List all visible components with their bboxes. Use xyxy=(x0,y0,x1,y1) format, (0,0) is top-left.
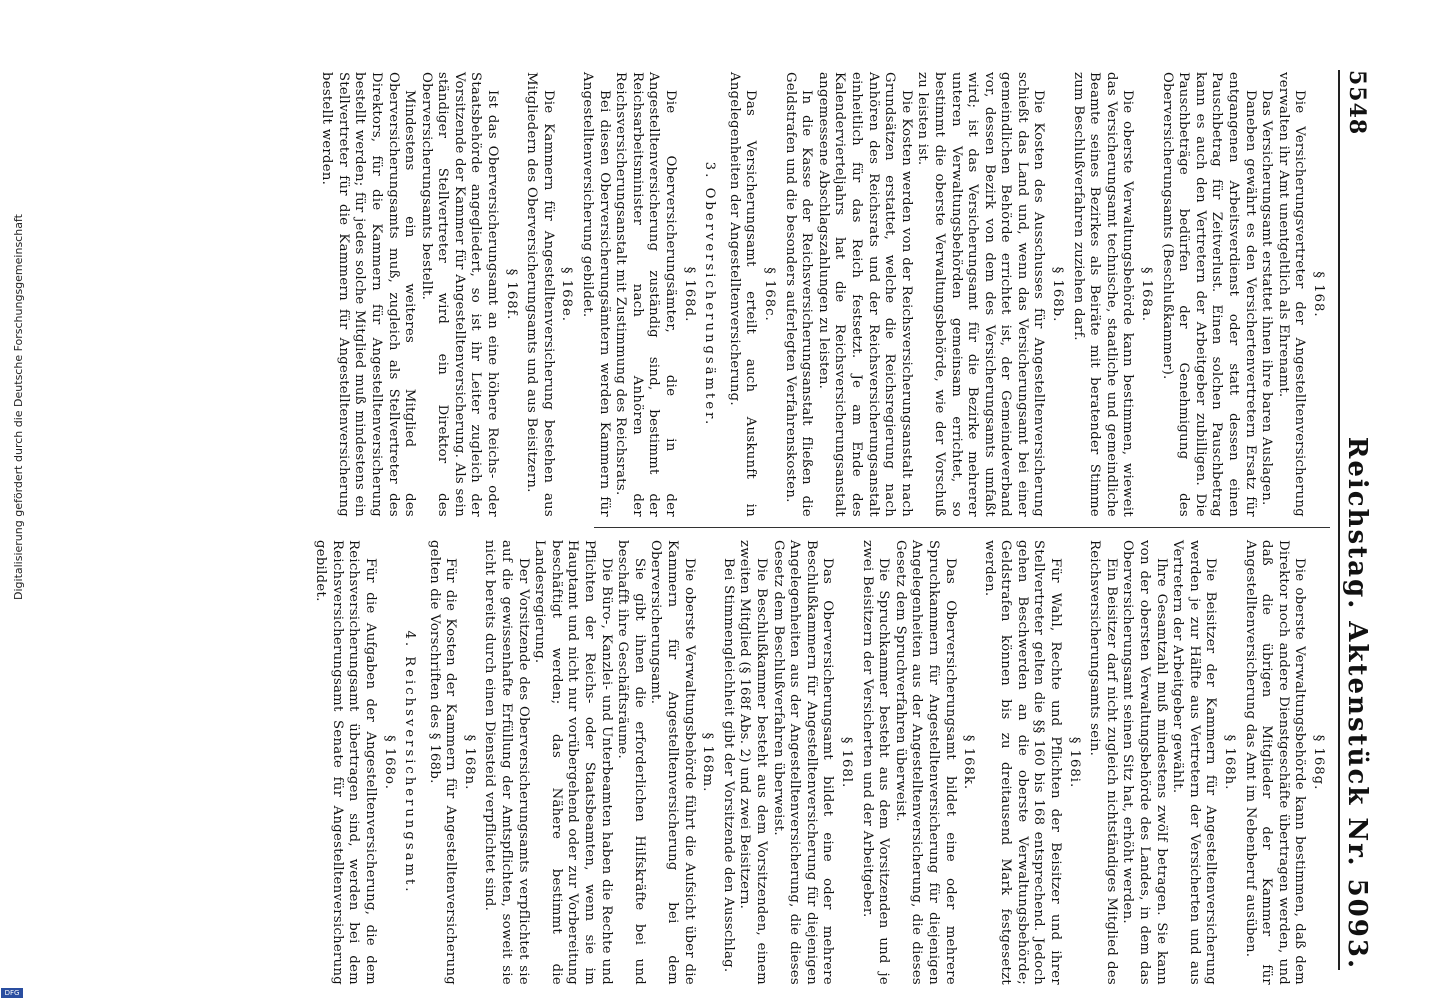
paragraph: Für die Aufgaben der Angestelltenversicherung, die dem Reichsversicherungsamt übertragen sind, werden bei dem Reichsversicherungsamt Senate für Angestelltenversicherung gebildet. xyxy=(313,540,378,985)
section-heading: § 168m. xyxy=(700,732,716,793)
column-divider xyxy=(594,527,1330,528)
section-heading: § 168a. xyxy=(1139,266,1155,322)
section-heading: § 168n. xyxy=(461,734,477,791)
section-heading: § 168d. xyxy=(681,266,697,323)
document-page xyxy=(104,0,1434,1000)
section-heading: § 168f. xyxy=(503,268,519,321)
digitization-note: Digitalisierung gefördert durch die Deutsche Forschungsgemeinschaft xyxy=(12,214,25,600)
paragraph: Die Beschlußkammer besteht aus dem Vorsitzenden, einem zweiten Mitglied (§ 168f Abs. 2) und zwei Beisitzern. xyxy=(737,540,769,985)
paragraph: Für die Kosten der Kammern für Angestelltenversicherung gelten die Vorschriften des § 168b. xyxy=(426,540,459,985)
paragraph: In die Kasse der Reichsversicherungsanstalt fließen die Geldstrafen und die besonders auferlegten Verfahrenskosten. xyxy=(782,72,815,517)
chapter-heading: 3. Oberversicherungsämter. xyxy=(702,161,718,428)
section-heading: § 168c. xyxy=(762,267,777,322)
left-column xyxy=(104,72,1330,517)
paragraph: Das Oberversicherungsamt bildet eine oder mehrere Beschlußkammern für Angestelltenversicherung für diejenigen Angelegenheiten aus der Angestelltenversicherung, die dieses Gesetz dem Beschlußverfahren überweist. xyxy=(770,540,836,985)
paragraph: Die oberste Verwaltungsbehörde kann bestimmen, wieweit das Versicherungsamt technische, staatliche und gemeindliche Beamte seines Bezirkes als Beiräte mit beratender Stimme zum Beschlußverfahren zuziehen darf. xyxy=(1070,72,1136,517)
paragraph: Die Spruchkammer besteht aus dem Vorsitzenden und je zwei Beisitzern der Versicherten und der Arbeitgeber. xyxy=(859,540,892,985)
paragraph: Das Oberversicherungsamt bildet eine oder mehrere Spruchkammern für Angestelltenversicherung für diejenigen Angelegenheiten aus der Angestelltenversicherung, die dieses Gesetz dem Spruchverfahren überweist. xyxy=(892,540,958,985)
paragraph: Ein Beisitzer darf nicht zugleich nichtständiges Mitglied des Reichsversicherungsamts sein. xyxy=(1087,540,1119,985)
paragraph: Das Versicherungsamt erteilt auch Auskunft in Angelegenheiten der Angestelltenversicherung. xyxy=(726,72,759,517)
section-heading: § 168k. xyxy=(961,734,977,791)
section-heading: § 168l. xyxy=(838,736,854,789)
paragraph: Die Versicherungsvertreter der Angestelltenversicherung verwalten ihr Amt unentgeltlich als Ehrenamt. xyxy=(1275,72,1308,517)
page-header xyxy=(1342,70,1372,970)
paragraph: Die oberste Verwaltungsbehörde kann bestimmen, daß dem Direktor noch andere Dienstgeschäfte übertragen werden, und daß die übrigen Mitglieder der Kammer für Angestelltenversicherung das Amt im Nebenberuf ausüben. xyxy=(1242,540,1308,985)
paragraph: Ihre Gesamtzahl muß mindestens zwölf betragen. Sie kann von der obersten Verwaltungsbehörde des Landes, in dem das Oberversicherungsamt seinen Sitz hat, erhöht werden. xyxy=(1120,540,1169,985)
paragraph: Für Wahl, Rechte und Pflichten der Beisitzer und ihrer Stellvertreter gelten die §§ 160 bis 168 entsprechend. Jedoch gehen Beschwerden an die oberste Verwaltungsbehörde; Geldstrafen können bis zu dreitausend Mark festgesetzt werden. xyxy=(981,540,1064,985)
paragraph: Ist das Oberversicherungsamt an eine höhere Reichs- oder Staatsbehörde angegliedert, so ist ihr Leiter zugleich der Vorsitzende der Kammer für Angestelltenversicherung. Als sein ständiger Stellvertreter wird ein Direktor des Oberversicherungsamts bestellt. xyxy=(418,72,501,517)
paragraph: Das Versicherungsamt erstattet ihnen ihre baren Auslagen. xyxy=(1259,90,1275,506)
page-number: 5548 xyxy=(1344,70,1370,136)
dfg-logo: DFG xyxy=(1,988,23,998)
section-heading: § 168e. xyxy=(559,267,575,322)
section-heading: § 168o. xyxy=(381,735,397,790)
paragraph: Die Kosten des Ausschusses für Angestelltenversicherung schießt das Land und, wenn das Versicherungsamt bei einer gemeindlichen Behörde errichtet ist, der Gemeindeverband vor, dessen Bezirk von dem des Versicherungsamts umfaßt wird; ist das Versicherungsamt für die Bezirke mehrerer unteren Verwaltungsbehörden gemeinsam errichtet, so bestimmt die oberste Verwaltungsbehörde, wie der Vorschuß zu leisten ist. xyxy=(915,72,1047,517)
paragraph: Sie gibt ihnen die erforderlichen Hilfskräfte bei und beschafft ihre Geschäftsräume. xyxy=(615,540,647,985)
section-heading: § 168b. xyxy=(1050,266,1066,323)
paragraph: Bei Stimmengleichheit gibt der Vorsitzende den Ausschlag. xyxy=(720,558,736,973)
section-heading: § 168g. xyxy=(1311,734,1326,791)
paragraph: Die Oberversicherungsämter, die in der Angestelltenversicherung zuständig sind, bestimmt der Reichsarbeitsminister nach Anhören der Reichsversicherungsanstalt mit Zustimmung des Reichsrats. xyxy=(613,72,679,517)
section-heading: § 168h. xyxy=(1222,734,1238,791)
page-title: Reichstag. Aktenstück Nr. 5093. xyxy=(1342,436,1372,970)
section-heading: § 168. xyxy=(1311,271,1326,318)
paragraph: Die oberste Verwaltungsbehörde führt die Aufsicht über die Kammern für Angestelltenversicherung bei dem Oberversicherungsamt. xyxy=(648,540,697,985)
chapter-heading: 4. Reichsversicherungsamt. xyxy=(402,630,418,895)
header-rule xyxy=(1338,70,1340,970)
paragraph: Bei diesen Oberversicherungsämtern werden Kammern für Angestelltenversicherung gebildet. xyxy=(580,72,612,517)
paragraph: Daneben gewährt es den Versichertenvertretern Ersatz für entgangenen Arbeitsverdienst oder statt dessen einen Pauschbetrag für Zeitverlust. Einen solchen Pauschbetrag kann es auch den Vertretern der Arbeitgeber zubilligen. Die Pauschbeträge bedürfen der Genehmigung des Oberversicherungsamts (Beschlußkammer). xyxy=(1159,72,1258,517)
paragraph: Mindestens ein weiteres Mitglied des Oberversicherungsamts muß, zugleich als Stellvertreter des Direktors, für die Kammern für Angestelltenversicherung bestellt werden; für jedes solche Mitglied muß mindestens ein Stellvertreter für die Kammern für Angestelltenversicherung bestellt werden. xyxy=(319,72,418,517)
paragraph: Die Beisitzer der Kammern für Angestelltenversicherung werden je zur Hälfte aus Vertretern der Versicherten und aus Vertretern der Arbeitgeber gewählt. xyxy=(1170,540,1219,985)
section-heading: § 168i. xyxy=(1066,736,1082,789)
paragraph: Die Büro-, Kanzlei- und Unterbeamten haben die Rechte und Pflichten der Reichs- oder Staatsbeamten, wenn sie im Hauptamt und nicht nur vorübergehend oder zur Vorbereitung beschäftigt werden; das Nähere bestimmt die Landesregierung. xyxy=(532,540,614,985)
paragraph: Der Vorsitzende des Oberversicherungsamts verpflichtet sie auf die gewissenhafte Erfüllung der Amtspflichten, soweit sie nicht bereits durch einen Diensteid verpflichtet sind. xyxy=(482,540,531,985)
right-column xyxy=(104,540,1330,985)
paragraph: Die Kammern für Angestelltenversicherung bestehen aus Mitgliedern des Oberversicherungsamts und aus Beisitzern. xyxy=(524,72,556,517)
paragraph: Die Kosten werden von der Reichsversicherungsanstalt nach Grundsätzen erstattet, welche die Reichsregierung nach Anhören des Reichsrats und der Reichsversicherungsanstalt einheitlich für das Reich festsetzt. Je am Ende des Kalendervierteljahrs hat die Reichsversicherungsanstalt angemessene Abschlagszahlungen zu leisten. xyxy=(815,72,914,517)
